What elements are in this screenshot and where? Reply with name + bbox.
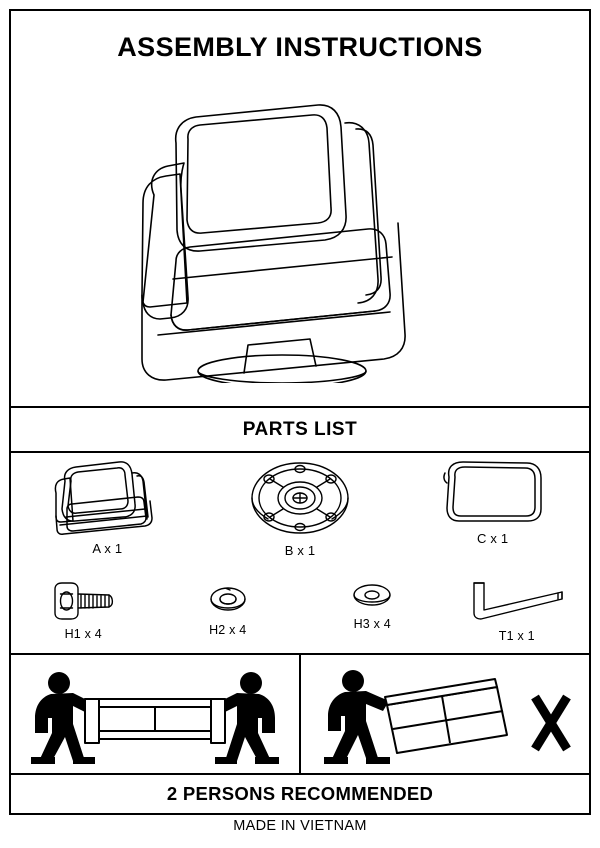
swivel-base-plate-part-icon [248, 459, 352, 537]
title-band [11, 11, 589, 83]
hex-bolt-hardware-icon [47, 579, 119, 623]
part-item-h1 [11, 573, 156, 655]
part-item-h3 [300, 573, 445, 655]
part-label-c: C x 1 [477, 531, 509, 546]
armchair-body-part-icon [53, 459, 161, 535]
part-label-h1: H1 x 4 [64, 627, 102, 641]
parts-list-heading: PARTS LIST [242, 418, 358, 440]
warning-single-person-drag [301, 655, 589, 773]
part-item-a [11, 453, 204, 573]
part-item-t1 [445, 573, 590, 655]
allen-key-tool-icon [466, 579, 568, 625]
warning-two-person-lift [11, 655, 301, 773]
handling-warning-panels [11, 655, 589, 775]
two-people-carrying-sofa-icon [21, 661, 289, 767]
parts-row-major [11, 453, 589, 573]
one-person-dragging-sofa-icon [311, 661, 579, 767]
page-border [9, 9, 591, 815]
recommendation-band [11, 775, 589, 813]
parts-list-grid [11, 453, 589, 655]
parts-list-header [11, 408, 589, 453]
part-label-t1: T1 x 1 [498, 629, 535, 643]
made-in-text: MADE IN VIETNAM [233, 818, 367, 834]
flat-washer-hardware-icon [348, 579, 396, 613]
parts-row-hardware [11, 573, 589, 655]
part-item-c [396, 453, 589, 573]
back-cushion-part-icon [441, 459, 545, 525]
recommendation-text: 2 PERSONS RECOMMENDED [166, 783, 434, 804]
part-label-a: A x 1 [92, 541, 123, 556]
part-item-b [204, 453, 397, 573]
part-label-b: B x 1 [284, 543, 316, 558]
spring-washer-hardware-icon [204, 579, 252, 619]
hero-illustration-panel [11, 83, 589, 408]
part-item-h2 [156, 573, 301, 655]
part-label-h3: H3 x 4 [353, 617, 391, 631]
swivel-armchair-illustration [140, 83, 460, 383]
part-label-h2: H2 x 4 [209, 623, 247, 637]
page-title: ASSEMBLY INSTRUCTIONS [117, 31, 483, 62]
